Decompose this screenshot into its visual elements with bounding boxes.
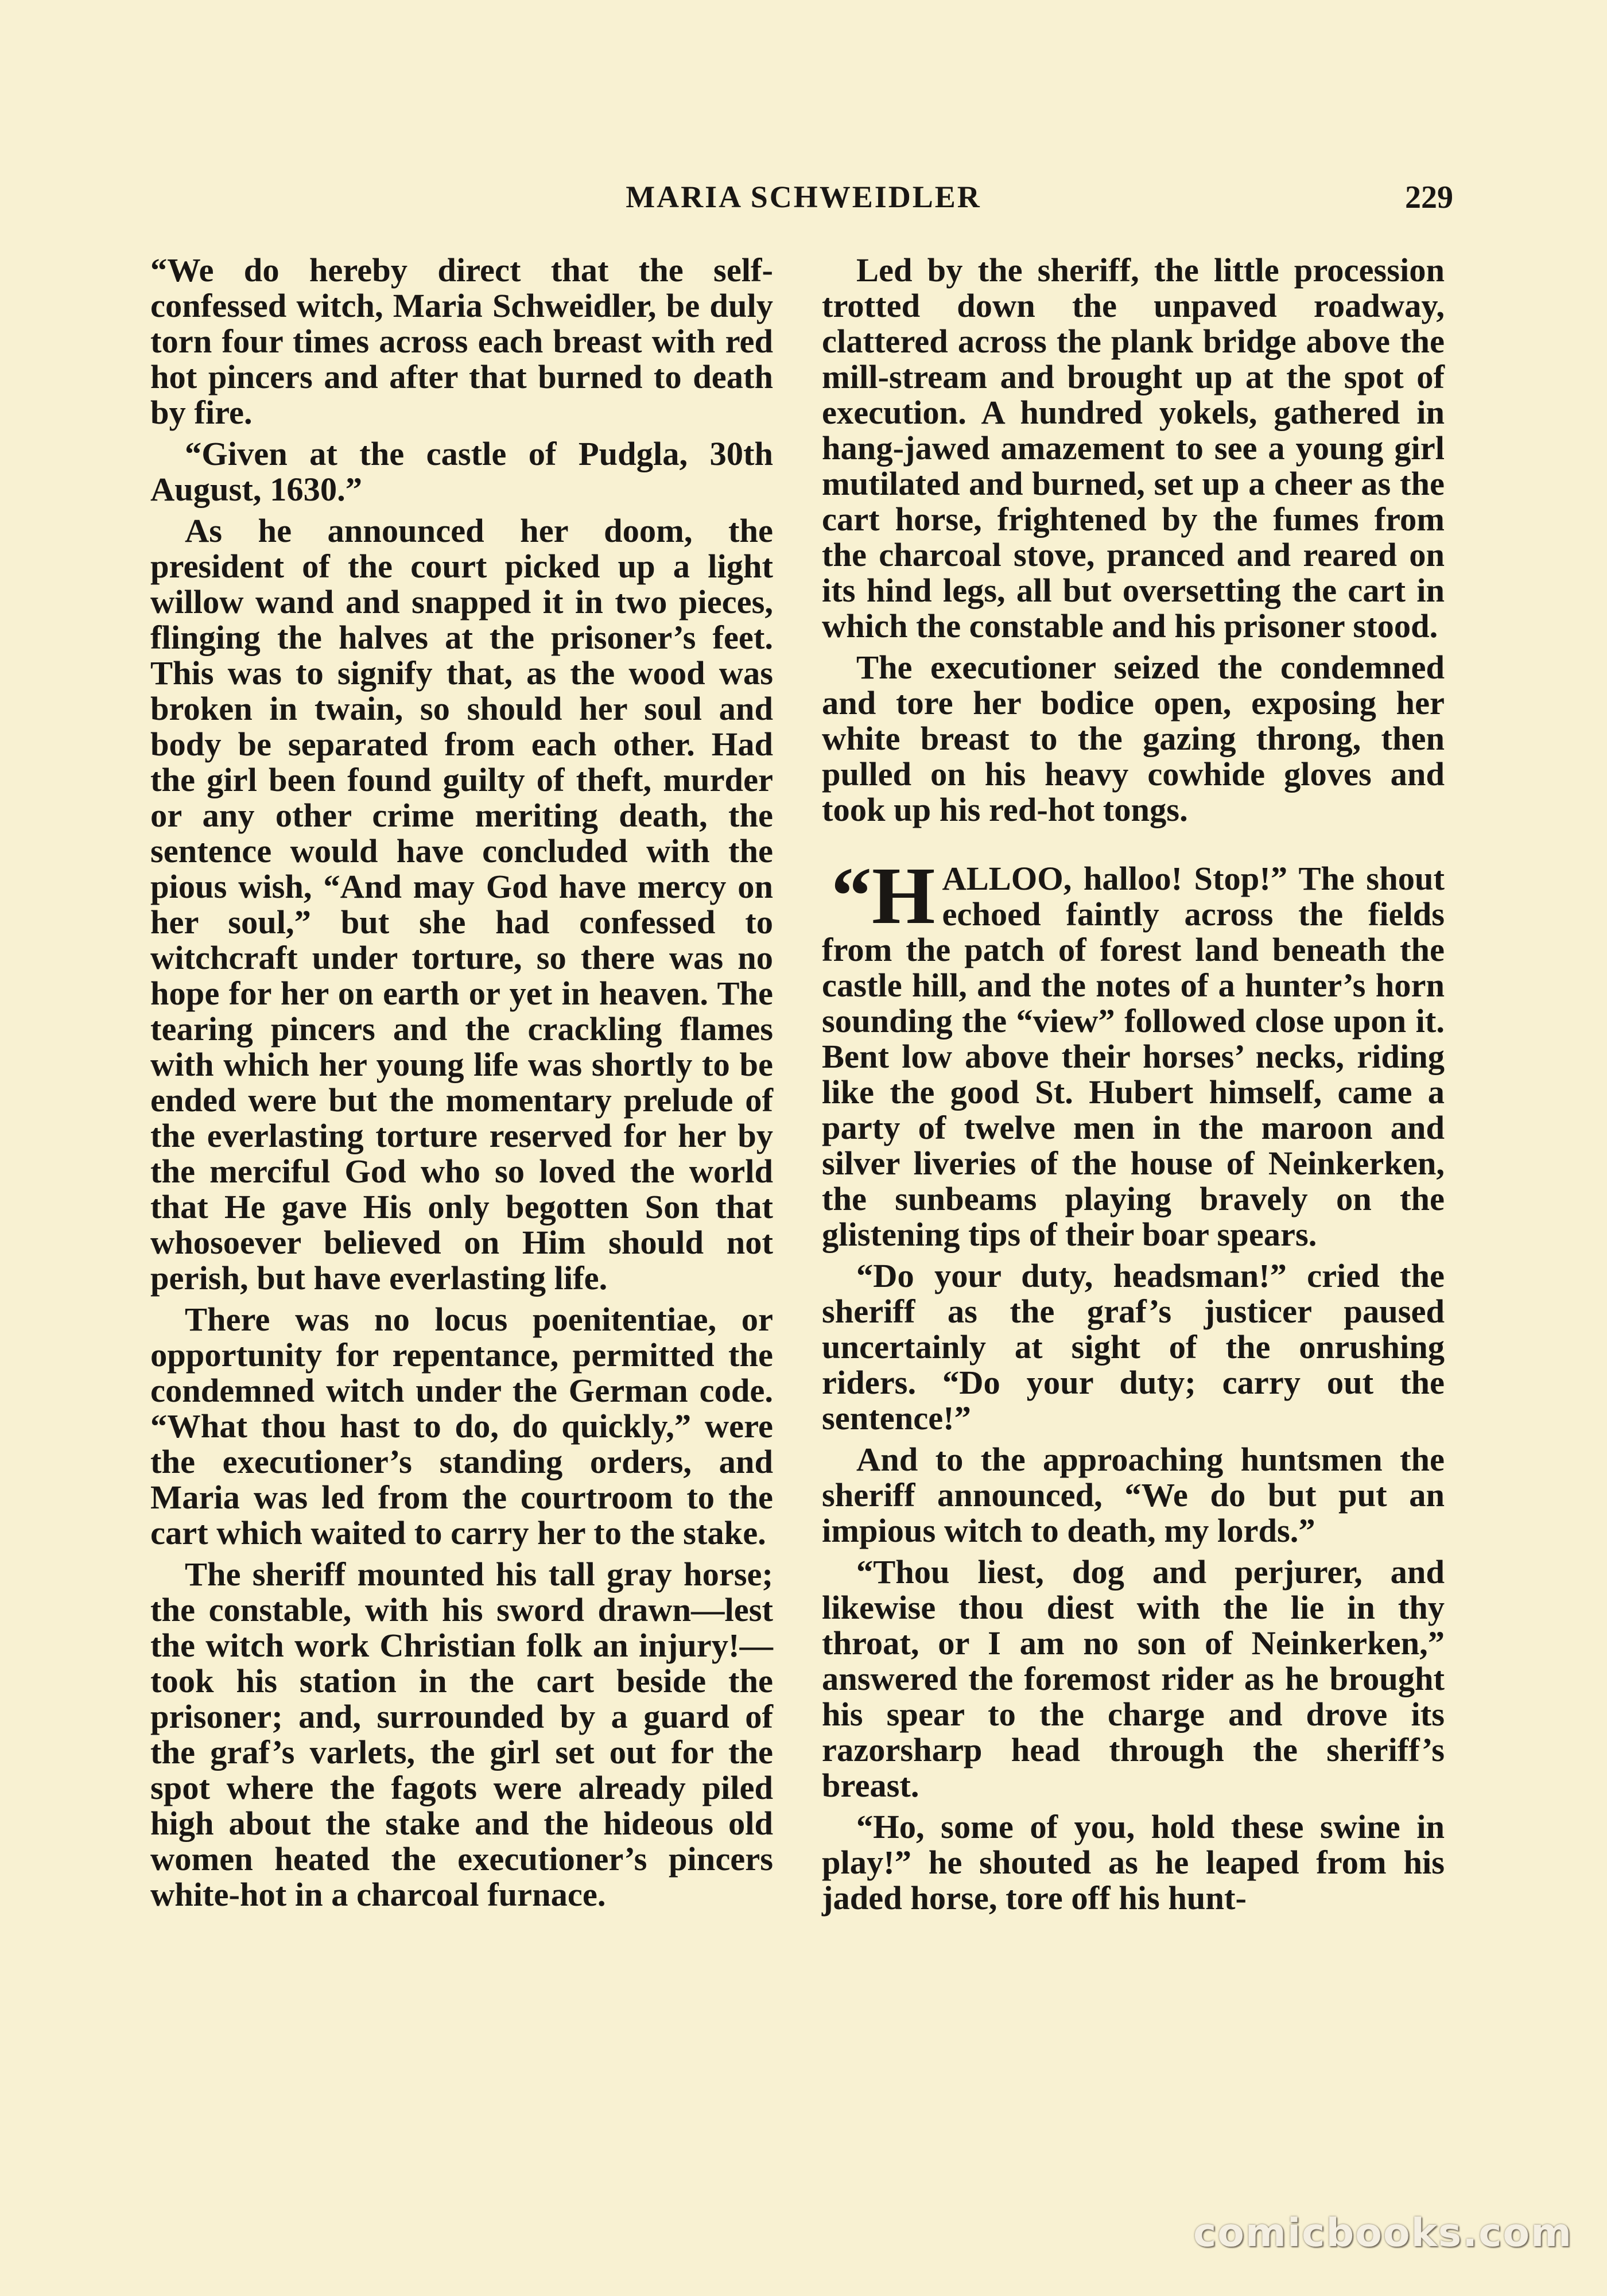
left-column	[150, 253, 773, 1918]
running-title: MARIA SCHWEIDLER	[626, 180, 981, 214]
paragraph-procession: Led by the sheriff, the little procession trotted down the unpaved roadway, clattered across the plank bridge above the mill-stream and brought up at the spot of execution. A hundred yokels, gathered in hang-jawed amazement to see a young girl mutilated and burned, set up a cheer as the cart horse, frightened by the fumes from the charcoal stove, pranced and reared on its hind legs, all but oversetting the cart in which the constable and his prisoner stood.	[822, 251, 1445, 645]
drop-cap-quote: “	[831, 850, 872, 941]
paragraph-halloo	[822, 850, 1445, 1253]
drop-cap-letter: H	[872, 850, 936, 941]
paragraph-hold-these-swine: “Ho, some of you, hold these swine in play!” he shouted as he leaped from his jaded horse, tore off his hunt-	[822, 1808, 1445, 1917]
right-column	[822, 253, 1445, 1922]
paragraph-thou-liest: “Thou liest, dog and perjurer, and likewise thou diest with the lie in thy throat, or I am no son of Neinkerken,” answered the foremost rider as he brought his spear to the charge and drove its razorsharp head through the sheriff’s breast.	[822, 1553, 1445, 1804]
paragraph-given-at: “Given at the castle of Pudgla, 30th August, 1630.”	[150, 435, 773, 508]
paragraph-executioner: The executioner seized the condemned and tore her bodice open, exposing her white breast to the gazing throng, then pulled on his heavy cowhide gloves and took up his red-hot tongs.	[822, 649, 1445, 828]
paragraph-doom: As he announced her doom, the president of the court picked up a light willow wand and snapped it in two pieces, flinging the halves at the prisoner’s feet. This was to signify that, as the wood was broken in twain, so should her soul and body be separated from each other. Had the girl been found guilty of theft, murder or any other crime meriting death, the sentence would have concluded with the pious wish, “And may God have mercy on her soul,” but she had confessed to witchcraft under torture, so there was no hope for her on earth or yet in heaven. The tearing pincers and the crackling flames with which her young life was shortly to be ended were but the momentary prelude of the everlasting torture reserved for her by the merciful God who so loved the world that He gave His only begotten Son that whosoever believed on Him should not perish, but have everlasting life.	[150, 512, 773, 1297]
paragraph-sheriff-mounted: The sheriff mounted his tall gray horse; the constable, with his sword drawn—lest the witch work Christian folk an injury!—took his station in the cart beside the prisoner; and, surrounded by a guard of the graf’s varlets, the girl set out for the spot where the fagots were already piled high about the stake and the hideous old women heated the executioner’s pincers white-hot in a charcoal furnace.	[150, 1556, 773, 1913]
watermark: comicbooks.com	[1193, 2210, 1573, 2256]
paragraph-do-your-duty: “Do your duty, headsman!” cried the sheriff as the graf’s justicer paused uncertainly at sight of the onrushing riders. “Do your duty; carry out the sentence!”	[822, 1257, 1445, 1437]
paragraph-approaching-huntsmen: And to the approaching huntsmen the sheriff announced, “We do but put an impious witch to death, my lords.”	[822, 1441, 1445, 1549]
paragraph-sentence-decree: “We do hereby direct that the self-confessed witch, Maria Schweidler, be duly torn four times across each breast with red hot pincers and after that burned to death by fire.	[150, 251, 773, 431]
page-number: 229	[1405, 180, 1453, 215]
halloo-text: ALLOO, halloo! Stop!” The shout echoed faintly across the fields from the patch of forest land beneath the castle hill, and the notes of a hunter’s horn sounding the “view” followed close upon it. Bent low above their horses’ necks, riding like the good St. Hubert himself, came a party of twelve men in the maroon and silver liveries of the house of Neinkerken, the sunbeams playing bravely on the glistening tips of their boar spears.	[822, 860, 1445, 1253]
running-head	[0, 179, 1607, 225]
paragraph-locus: There was no locus poenitentiae, or opportunity for repentance, permitted the condemned witch under the German code. “What thou hast to do, do quickly,” were the executioner’s standing orders, and Maria was led from the courtroom to the cart which waited to carry her to the stake.	[150, 1301, 773, 1552]
drop-cap	[831, 850, 936, 941]
